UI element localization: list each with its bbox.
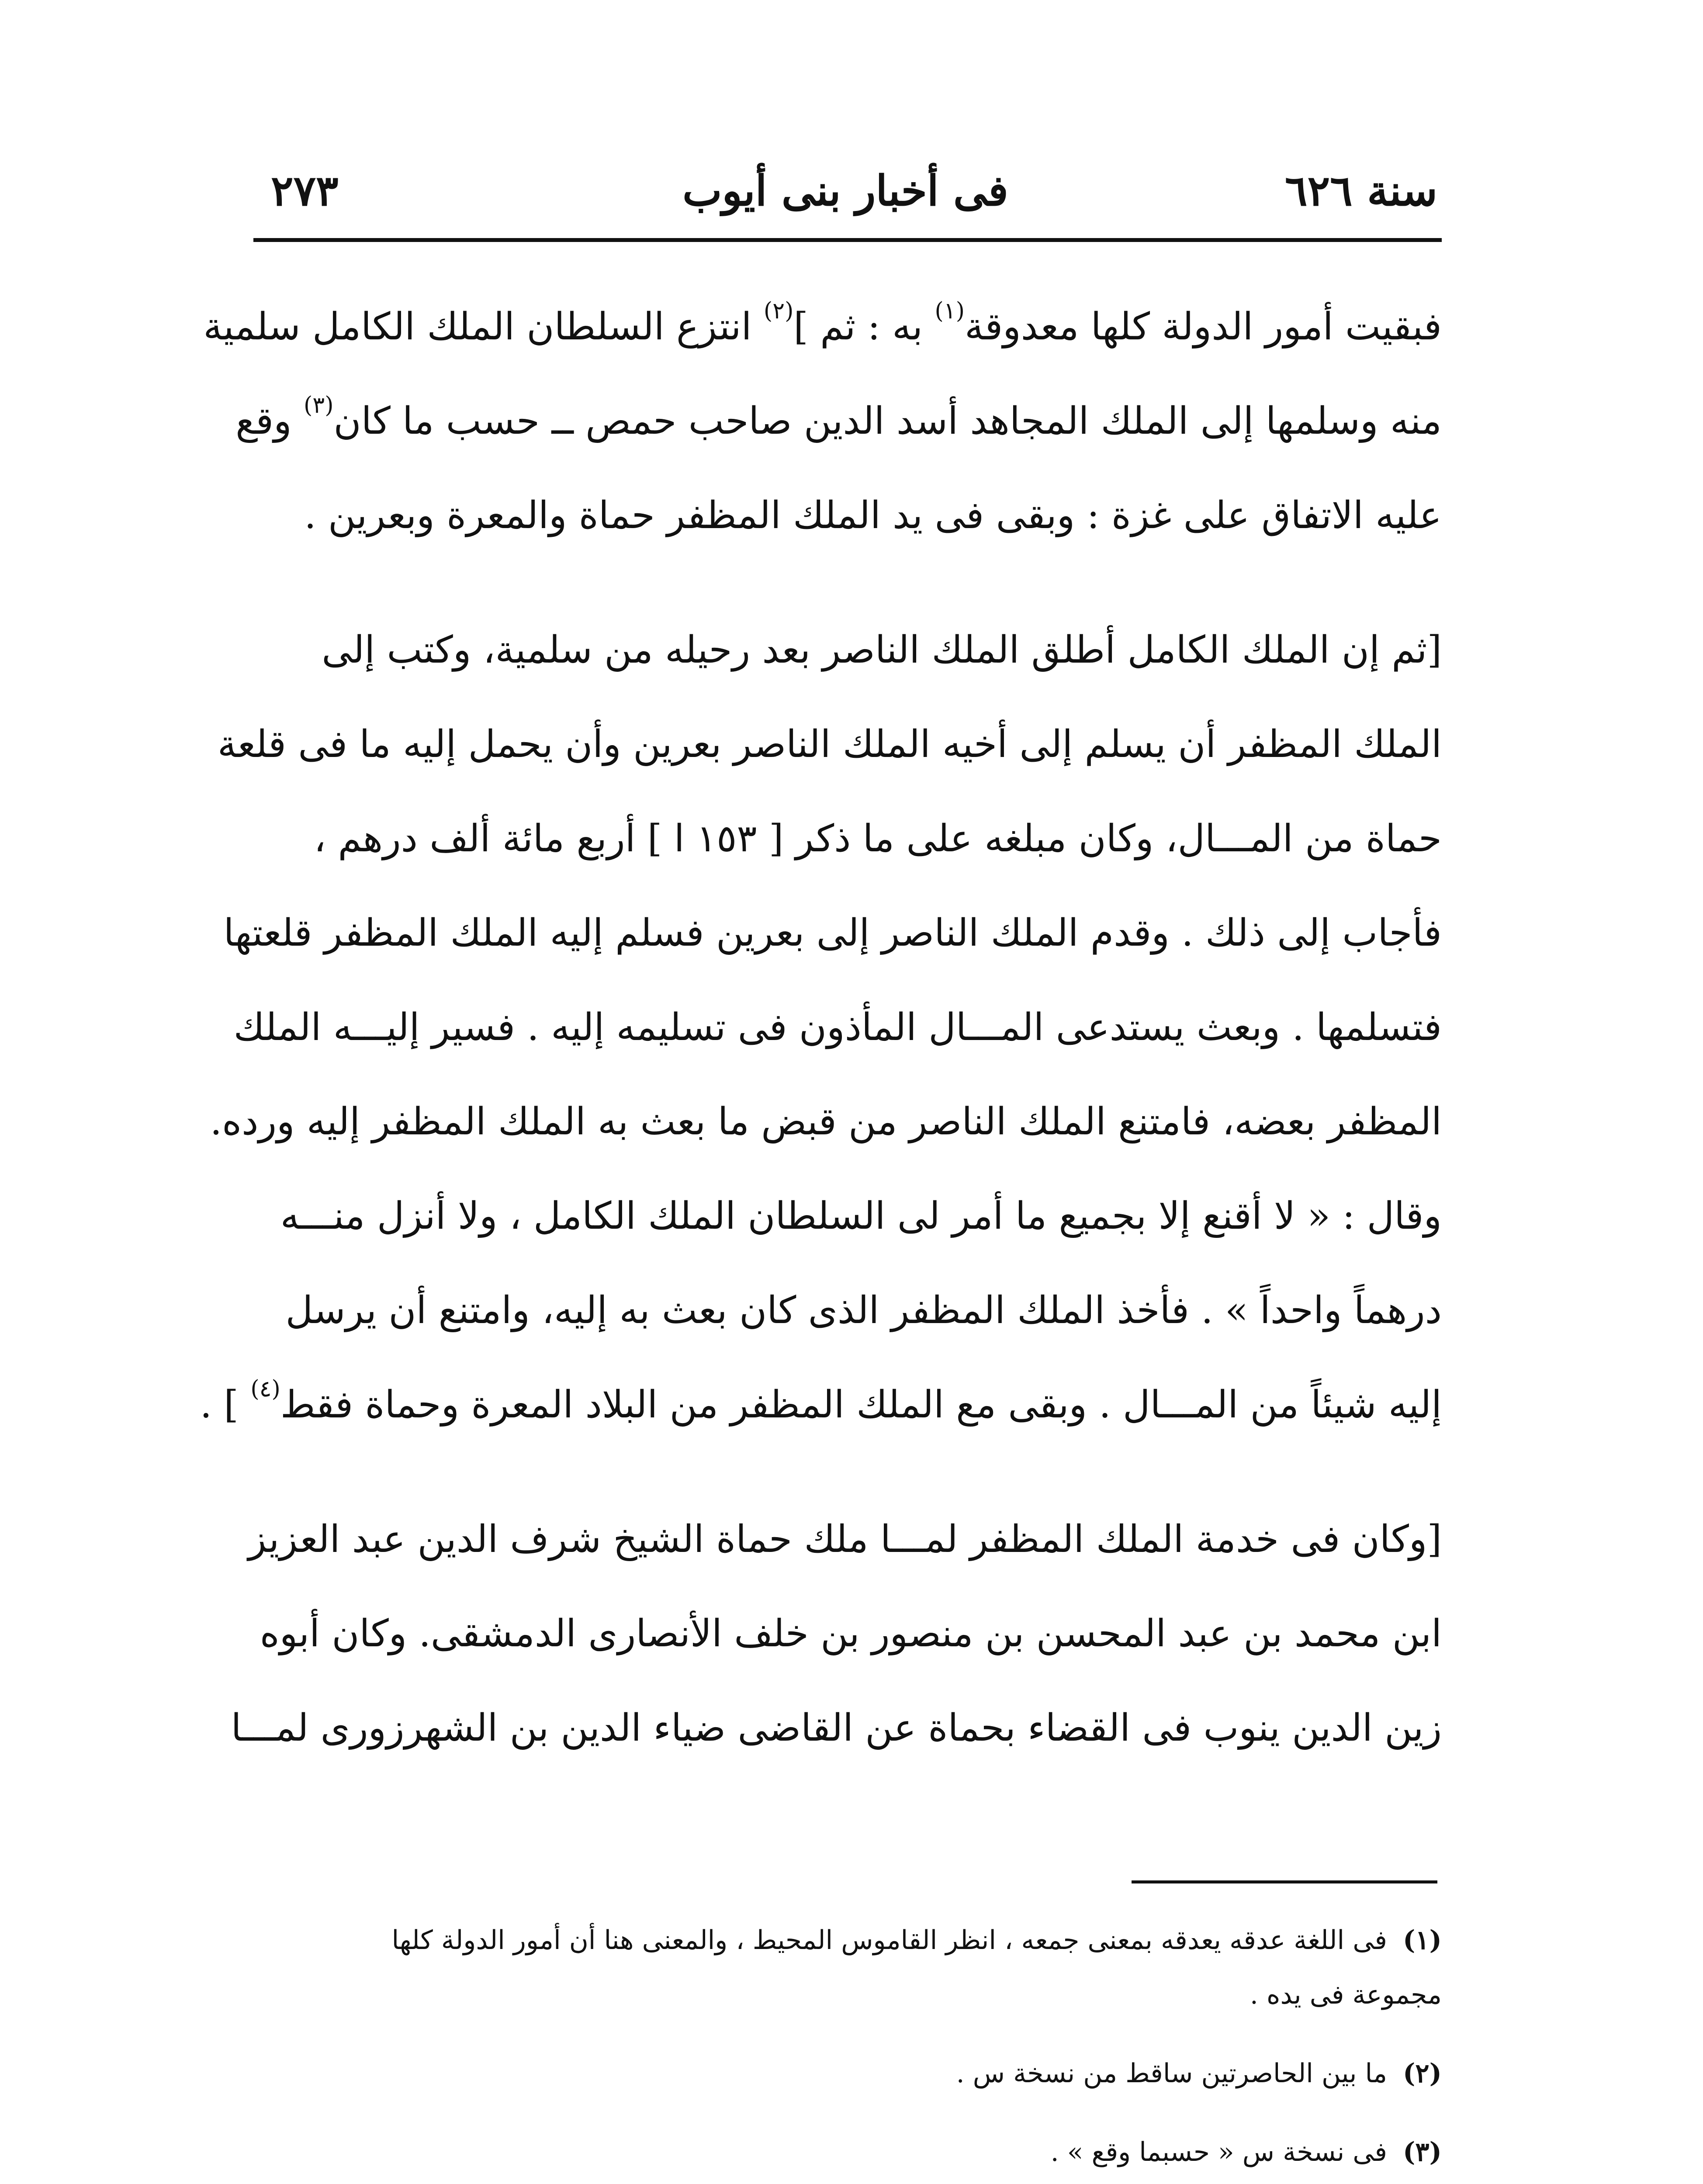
footnote-text: فى اللغة عدقه يعدقه بمعنى جمعه ، انظر القاموس المحيط ، والمعنى هنا أن أمور الدولة كلها	[391, 1925, 1387, 1956]
text-line: فتسلمها . وبعث يستدعى المـــال المأذون فى تسليمه إليه . فسير إليـــه الملك	[233, 1006, 1442, 1049]
footnote-text: ما بين الحاصرتين ساقط من نسخة س .	[956, 2058, 1387, 2089]
text-span: منه وسلمها إلى الملك المجاهد أسد الدين صاحب حمص ــ حسب ما كان	[333, 399, 1442, 443]
text-span: به : ثم ]	[793, 305, 935, 349]
footnote-gap	[262, 2101, 1442, 2125]
text-line: [وكان فى خدمة الملك المظفر لمـــا ملك حماة الشيخ شرف الدين عبد العزيز	[248, 1517, 1442, 1561]
footnote-gap	[262, 2022, 1442, 2046]
text-line: الملك المظفر أن يسلم إلى أخيه الملك الناصر بعرين وأن يحمل إليه ما فى قلعة	[217, 722, 1442, 766]
text-line: زين الدين ينوب فى القضاء بحماة عن القاضى ضياء الدين بن الشهرزورى لمـــا	[231, 1706, 1442, 1750]
text-span: فبقيت أمور الدولة كلها معدوقة	[964, 305, 1442, 349]
footnote-3	[262, 2125, 1442, 2180]
running-head-year: سنة ٦٢٦	[1285, 166, 1437, 215]
text-line: وقال : « لا أقنع إلا بجميع ما أمر لى السلطان الملك الكامل ، ولا أنزل منـــه	[280, 1194, 1442, 1238]
text-line	[200, 1358, 1442, 1452]
text-line	[203, 280, 1442, 374]
footnote-gap	[262, 2180, 1442, 2184]
main-text	[200, 280, 1442, 1775]
footnotes	[262, 1913, 1442, 2184]
text-line	[235, 374, 1442, 468]
footnote-ref-1: (١)	[935, 298, 965, 324]
footnote-text: فى نسخة س « حسبما وقع » .	[1050, 2137, 1387, 2167]
footnote-ref-2: (٢)	[763, 298, 794, 324]
text-span: إليه شيئاً من المـــال . وبقى مع الملك المظفر من البلاد المعرة وحماة فقط	[280, 1383, 1442, 1427]
text-line: عليه الاتفاق على غزة : وبقى فى يد الملك المظفر حماة والمعرة وبعرين .	[304, 494, 1442, 537]
text-line: فأجاب إلى ذلك . وقدم الملك الناصر إلى بعرين فسلم إليه الملك المظفر قلعتها	[223, 911, 1442, 955]
text-span: ] .	[200, 1383, 251, 1427]
footnote-number: (١)	[1402, 1925, 1442, 1956]
running-head-title: فى أخبار بنى أيوب	[682, 166, 1008, 215]
paragraph-gap	[253, 1452, 1442, 1492]
footnote-number: (٢)	[1402, 2058, 1442, 2089]
running-head	[253, 157, 1437, 223]
footnote-ref-3: (٣)	[304, 392, 334, 418]
footnote-number: (٣)	[1402, 2137, 1442, 2167]
text-span: انتزع السلطان الملك الكامل سلمية	[203, 305, 764, 349]
footnote-1	[262, 1913, 1442, 1968]
text-line: حماة من المـــال، وكان مبلغه على ما ذكر [ ١٥٣ ا ] أربع مائة ألف درهم ،	[314, 817, 1442, 860]
paragraph-gap	[253, 563, 1442, 603]
footnote-ref-4: (٤)	[250, 1376, 280, 1402]
text-line: ابن محمد بن عبد المحسن بن منصور بن خلف الأنصارى الدمشقى. وكان أبوه	[260, 1612, 1442, 1655]
footnote-rule	[1132, 1880, 1437, 1883]
text-line: [ثم إن الملك الكامل أطلق الملك الناصر بعد رحيله من سلمية، وكتب إلى	[322, 628, 1442, 672]
running-head-page-number: ٢٧٣	[271, 166, 339, 215]
header-rule	[253, 238, 1442, 242]
text-line: درهماً واحداً » . فأخذ الملك المظفر الذى كان بعث به إليه، وامتنع أن يرسل	[285, 1289, 1442, 1332]
footnote-1-continuation: مجموعة فى يده .	[1250, 1980, 1442, 2010]
footnote-2	[262, 2046, 1442, 2101]
text-line: المظفر بعضه، فامتنع الملك الناصر من قبض ما بعث به الملك المظفر إليه ورده.	[210, 1100, 1442, 1144]
text-span: وقع	[235, 399, 304, 443]
